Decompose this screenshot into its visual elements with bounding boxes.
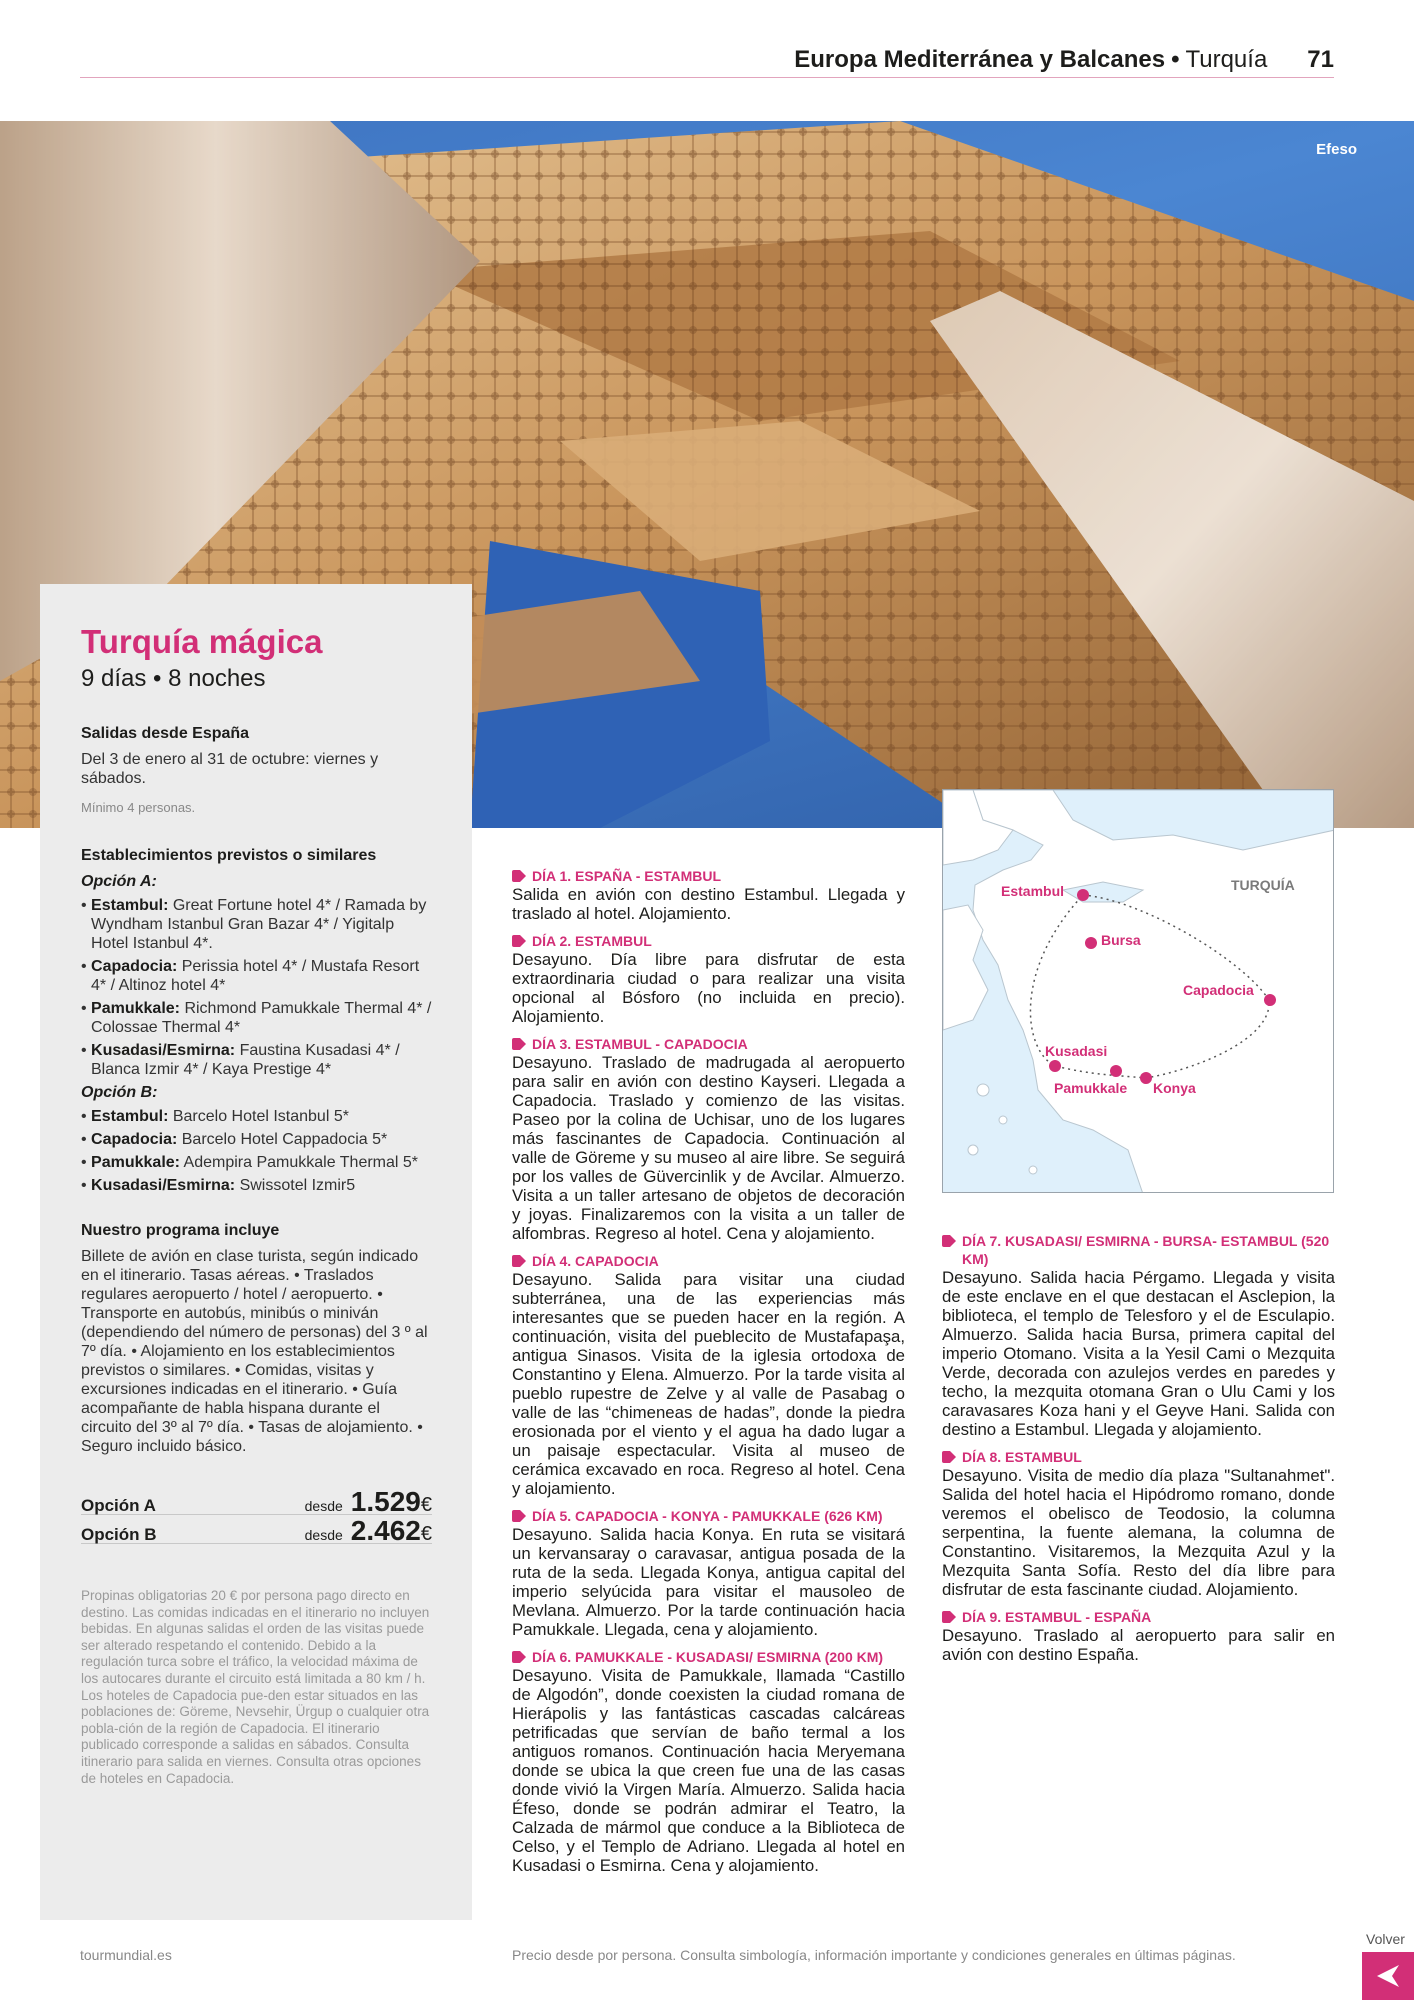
itinerary-column-1 — [512, 867, 905, 1884]
page-header — [80, 44, 1334, 78]
includes-text: Billete de avión en clase turista, según indicado en el itinerario. Tasas aéreas. • Traslados regulares aeropuerto / hotel / aeropuerto. • Transporte en autobús, minibús o miniván (dependiendo del número de personas) del 3 º al 7º día. • Alojamiento en los establecimientos previstos o similares. • Comidas, visitas y excursiones indicadas en el itinerario. • Guía acompañante de habla hispana durante el circuito del 3º al 7º día. • Tasas de alojamiento. • Seguro incluido básico. — [81, 1248, 428, 1455]
itinerary-column-2 — [942, 1232, 1335, 1673]
day-title: DÍA 9. ESTAMBUL - ESPAÑA — [962, 1609, 1152, 1625]
back-button[interactable] — [1362, 1952, 1414, 2000]
pink-arrow-icon — [942, 1611, 956, 1623]
hotel-item: • Kusadasi/Esmirna: Faustina Kusadasi 4* / Blanca Izmir 4* / Kaya Prestige 4* — [81, 1042, 400, 1078]
header-section: Europa Mediterránea y Balcanes — [794, 46, 1166, 73]
trip-title: Turquía mágica — [81, 623, 323, 660]
price-option-name: Opción B — [81, 1525, 157, 1544]
pink-arrow-icon — [512, 1510, 526, 1522]
map-label-estambul: Estambul — [1001, 883, 1065, 899]
map-dot-capadocia — [1264, 994, 1276, 1006]
map-label-pamukkale: Pamukkale — [1054, 1080, 1128, 1096]
day-text: Desayuno. Salida hacia Konya. En ruta se visitará un kervansaray o caravasar, antigua posada de la ruta de la seda. Llegada Konya, antigua capital del imperio selyúcida para visitar el mausoleo de Mevlana. Almuerzo. Por la tarde continuación hacia Pamukkale. Llegada, cena y alojamiento. — [512, 1525, 905, 1639]
price-amount: 2.462 — [350, 1515, 421, 1546]
itinerary-day — [942, 1232, 1335, 1439]
pink-arrow-icon — [512, 1038, 526, 1050]
day-text: Desayuno. Visita de medio día plaza "Sultanahmet". Salida del hotel hacia el Hipódromo romano, donde veremos el obelisco de Teodosio, la columna serpentina, la fuente alemana, la columna de Constantino. Visitaremos, la Mezquita Azul y la Mezquita Santa Sofía. Resto del día libre para disfrutar de esta fascinante ciudad. Alojamiento. — [942, 1466, 1335, 1599]
day-title: DÍA 8. ESTAMBUL — [962, 1449, 1082, 1465]
price-from-label: desde — [304, 1498, 343, 1514]
itinerary-day — [512, 1252, 905, 1498]
price-amount: 1.529 — [350, 1486, 421, 1517]
day-title: DÍA 7. KUSADASI/ ESMIRNA - BURSA- ESTAMBUL (520 KM) — [962, 1233, 1330, 1267]
header-title-group — [794, 46, 1334, 74]
day-text: Desayuno. Traslado al aeropuerto para salir en avión con destino España. — [942, 1626, 1335, 1664]
itinerary-day — [512, 1035, 905, 1243]
footer-website[interactable]: tourmundial.es — [80, 1947, 172, 1963]
map-label-capadocia: Capadocia — [1183, 982, 1254, 998]
minimum-people-note: Mínimo 4 personas. — [81, 800, 196, 815]
hotel-item: • Estambul: Barcelo Hotel Istanbul 5* — [81, 1108, 349, 1125]
itinerary-day — [512, 932, 905, 1026]
trip-info-panel — [40, 584, 472, 1920]
price-table — [81, 1486, 432, 1544]
price-option-name: Opción A — [81, 1496, 156, 1515]
pink-arrow-icon — [512, 1651, 526, 1663]
pink-arrow-icon — [512, 935, 526, 947]
itinerary-day — [942, 1608, 1335, 1664]
price-currency: € — [420, 1523, 432, 1545]
header-separator: • — [1171, 46, 1180, 73]
trip-duration: 9 días • 8 noches — [81, 665, 266, 692]
day-text: Desayuno. Día libre para disfrutar de esta extraordinaria ciudad o para realizar una visita opcional al Bósforo (no incluida en precio). Alojamiento. — [512, 950, 905, 1026]
map-label-kusadasi: Kusadasi — [1045, 1043, 1108, 1059]
map-dot-bursa — [1085, 937, 1097, 949]
option-a-label: Opción A: — [81, 873, 157, 890]
map-country-label: TURQUÍA — [1231, 877, 1295, 893]
pink-arrow-icon — [512, 870, 526, 882]
day-text: Salida en avión con destino Estambul. Llegada y traslado al hotel. Alojamiento. — [512, 885, 905, 923]
hotel-item: • Kusadasi/Esmirna: Swissotel Izmir5 — [81, 1177, 356, 1194]
trip-footnote: Propinas obligatorias 20 € por persona pago directo en destino. Las comidas indicadas en el itinerario no incluyen bebidas. En algunas salidas el orden de las visitas puede ser alterado respetando el contenido. Debido a la regulación turca sobre el tráfico, la velocidad máxima de los autocares durante el circuito está limitada a 80 km / h. Los hoteles de Capadocia pue-den estar situados en las poblaciones de: Göreme, Nevsehir, Ürgup o cualquier otra pobla-ción de la región de Capadocia. El itinerario publicado corresponde a salidas en sábados. Consulta itinerario para salida en viernes. Consulta otras opciones de hoteles en Capadocia. — [81, 1588, 430, 1786]
hero-caption: Efeso — [1316, 141, 1357, 158]
day-title: DÍA 1. ESPAÑA - ESTAMBUL — [532, 868, 722, 884]
includes-title: Nuestro programa incluye — [81, 1222, 280, 1239]
back-label[interactable]: Volver — [1366, 1931, 1405, 1947]
header-country: Turquía — [1185, 46, 1268, 73]
pink-arrow-icon — [942, 1451, 956, 1463]
route-map — [942, 789, 1334, 1193]
page-number: 71 — [1307, 46, 1334, 73]
day-text: Desayuno. Visita de Pamukkale, llamada “Castillo de Algodón”, donde coexisten la ciudad romana de Hierápolis y las fantásticas cascadas calcáreas petrificadas que servían de baño termal a los antiguos romanos. Continuación hacia Meryemana donde se ubica la que creen fue una de las casas donde vivió la Virgen María. Almuerzo. Salida hacia Éfeso, donde se podrán admirar el Teatro, la Calzada de mármol que conduce a la Biblioteca de Celso, y el Templo de Adriano. Llegada al hotel en Kusadasi o Esmirna. Cena y alojamiento. — [512, 1666, 905, 1875]
map-dot-konya — [1140, 1072, 1152, 1084]
map-dot-estambul — [1077, 889, 1089, 901]
day-text: Desayuno. Traslado de madrugada al aeropuerto para salir en avión con destino Kayseri. Llegada a Capadocia. Traslado y comienzo de las visitas. Paseo por la colina de Uchisar, uno de los lugares más fascinantes de Capadocia. Continuación al valle de Göreme y su museo al aire libre. Se seguirá por los valles de Güvercinlik y de Avcilar. Almuerzo. Visita a un taller artesano de objetos de decoración y joyas. Finalizaremos con la visita a un taller de alfombras. Regreso al hotel. Cena y alojamiento. — [512, 1053, 905, 1243]
departures-text: Del 3 de enero al 31 de octubre: viernes y sábados. — [81, 751, 379, 787]
map-label-konya: Konya — [1153, 1080, 1196, 1096]
departures-title: Salidas desde España — [81, 725, 250, 742]
hotels-title: Establecimientos previstos o similares — [81, 847, 377, 864]
hotel-item: • Capadocia: Perissia hotel 4* / Mustafa Resort 4* / Altinoz hotel 4* — [81, 958, 420, 994]
day-title: DÍA 4. CAPADOCIA — [532, 1253, 659, 1269]
footer-disclaimer: Precio desde por persona. Consulta simbología, información importante y condiciones generales en últimas páginas. — [512, 1947, 1236, 1963]
option-b-hotels — [81, 1107, 432, 1195]
itinerary-day — [942, 1448, 1335, 1599]
price-row-option-b — [81, 1515, 432, 1544]
day-title: DÍA 3. ESTAMBUL - CAPADOCIA — [532, 1036, 748, 1052]
hotel-item: • Capadocia: Barcelo Hotel Cappadocia 5* — [81, 1131, 388, 1148]
day-text: Desayuno. Salida para visitar una ciudad subterránea, una de las experiencias más interesantes que se pueden hacer en la región. A continuación, visita del pueblecito de Mustafapaşa, antigua Sinasos. Visita de la iglesia ortodoxa de Constantino y Elena. Almuerzo. Por la tarde visita al pueblo rupestre de Zelve y al valle de Pasabag o valle de las “chimeneas de hadas”, donde la piedra erosionada por el viento y el agua ha dado lugar a un paisaje espectacular. Visita al museo de cerámica excavado en roca. Regreso al hotel. Cena y alojamiento. — [512, 1270, 905, 1498]
price-currency: € — [420, 1494, 432, 1516]
hotel-item: • Pamukkale: Richmond Pamukkale Thermal 4* / Colossae Thermal 4* — [81, 1000, 432, 1036]
map-dot-pamukkale — [1110, 1065, 1122, 1077]
map-dot-kusadasi — [1049, 1060, 1061, 1072]
day-text: Desayuno. Salida hacia Pérgamo. Llegada y visita de este enclave en el que destacan el Asclepion, la biblioteca, el templo de Telesforo y el de Esculapio. Almuerzo. Salida hacia Bursa, primera capital del imperio Otomano. Visita a la Yesil Cami o Mezquita Verde, decorada con azulejos verdes en paredes y techo, la mezquita otomana Gran o Ulu Cami y los caravasares Koza hani y el Geyve Hani. Salida con destino a Estambul. Llegada y alojamiento. — [942, 1268, 1335, 1439]
option-a-hotels — [81, 896, 432, 1079]
back-arrow-icon — [1375, 1963, 1401, 1989]
price-from-label: desde — [304, 1527, 343, 1543]
itinerary-day — [512, 867, 905, 923]
itinerary-day — [512, 1507, 905, 1639]
option-b-label: Opción B: — [81, 1084, 158, 1101]
map-graphic — [943, 790, 1334, 1193]
day-title: DÍA 6. PAMUKKALE - KUSADASI/ ESMIRNA (200 KM) — [532, 1649, 884, 1665]
pink-arrow-icon — [942, 1235, 956, 1247]
price-row-option-a — [81, 1486, 432, 1515]
day-title: DÍA 5. CAPADOCIA - KONYA - PAMUKKALE (626 KM) — [532, 1508, 883, 1524]
hotel-item: • Pamukkale: Adempira Pamukkale Thermal 5* — [81, 1154, 419, 1171]
pink-arrow-icon — [512, 1255, 526, 1267]
itinerary-day — [512, 1648, 905, 1875]
map-label-bursa: Bursa — [1101, 932, 1141, 948]
hotel-item: • Estambul: Great Fortune hotel 4* / Ramada by Wyndham Istanbul Gran Bazar 4* / Yigitalp Hotel Istanbul 4*. — [81, 897, 427, 952]
day-title: DÍA 2. ESTAMBUL — [532, 933, 652, 949]
